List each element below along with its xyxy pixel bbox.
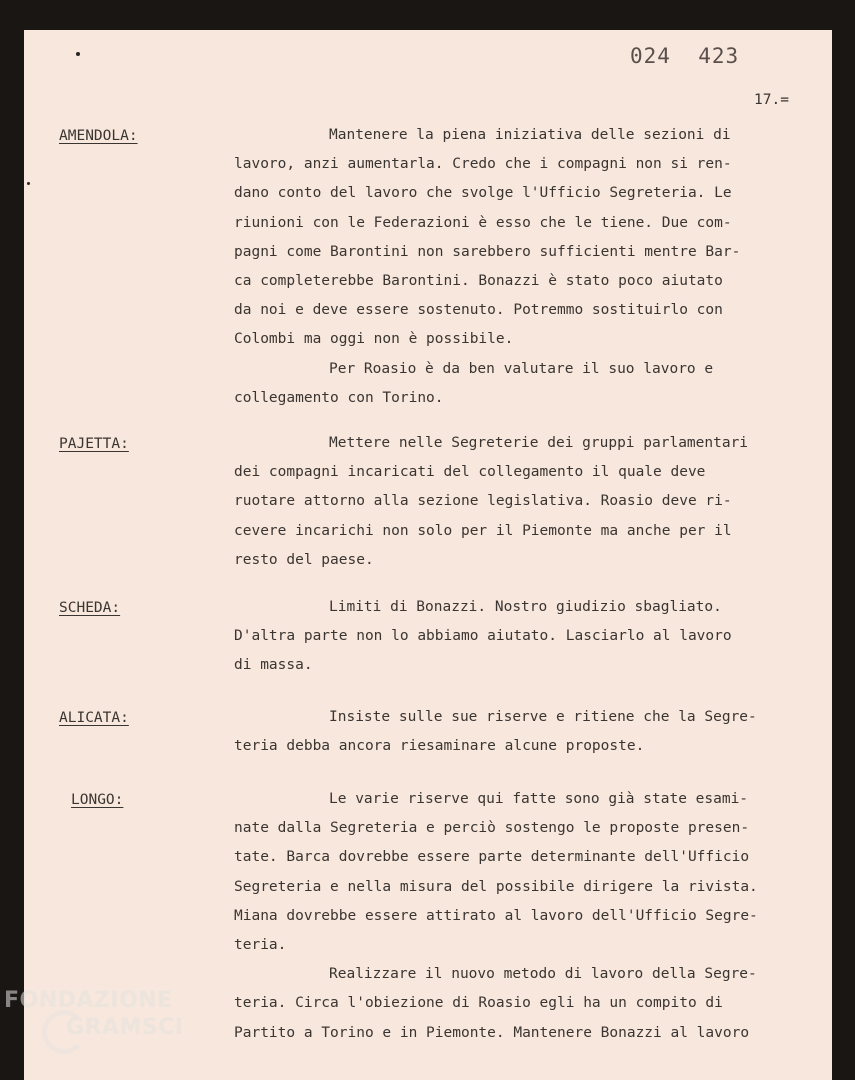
speaker-name: PAJETTA:: [59, 436, 129, 452]
text-line: Limiti di Bonazzi. Nostro giudizio sbagliato.: [329, 599, 722, 615]
text-line: ca completerebbe Barontini. Bonazzi è stato poco aiutato: [234, 272, 723, 289]
text-line: teria.: [234, 936, 287, 953]
text-line: riunioni con le Federazioni è esso che le tiene. Due com-: [234, 214, 732, 231]
text-line: Realizzare il nuovo metodo di lavoro della Segre-: [329, 966, 757, 983]
margin-mark: [76, 52, 80, 56]
text-line: Segreteria e nella misura del possibile dirigere la rivista.: [234, 878, 758, 895]
speaker-name: AMENDOLA:: [59, 128, 138, 144]
text-line: Mantenere la piena iniziativa delle sezioni di: [329, 127, 731, 143]
text-line: ruotare attorno alla sezione legislativa. Roasio deve ri-: [234, 493, 732, 510]
text-line: tate. Barca dovrebbe essere parte determinante dell'Ufficio: [234, 849, 750, 866]
speaker-statement: [234, 703, 814, 761]
speaker-statement: [234, 785, 814, 1048]
speaker-statement: [234, 593, 814, 681]
text-line: Per Roasio è da ben valutare il suo lavoro e: [329, 360, 714, 377]
margin-mark: [27, 182, 30, 185]
document-page: [24, 30, 832, 1080]
text-line: teria. Circa l'obiezione di Roasio egli ha un compito di: [234, 995, 723, 1012]
watermark-line1: FONDAZIONE: [4, 988, 173, 1013]
text-line: D'altra parte non lo abbiamo aiutato. Lasciarlo al lavoro: [234, 628, 732, 645]
text-line: nate dalla Segreteria e perciò sostengo le proposte presen-: [234, 820, 750, 837]
speaker-statement: [234, 429, 814, 575]
text-line: lavoro, anzi aumentarla. Credo che i compagni non si ren-: [234, 156, 732, 173]
speaker-name: SCHEDA:: [59, 600, 121, 616]
text-line: Mettere nelle Segreterie dei gruppi parlamentari: [329, 435, 749, 451]
speaker-statement: [234, 121, 814, 413]
text-line: resto del paese.: [234, 551, 374, 568]
text-line: collegamento con Torino.: [234, 389, 444, 406]
text-line: Partito a Torino e in Piemonte. Mantenere Bonazzi al lavoro: [234, 1024, 750, 1041]
text-line: teria debba ancora riesaminare alcune proposte.: [234, 738, 645, 755]
text-line: Le varie riserve qui fatte sono già state esami-: [329, 791, 749, 807]
text-line: dano conto del lavoro che svolge l'Ufficio Segreteria. Le: [234, 185, 732, 202]
text-line: dei compagni incaricati del collegamento il quale deve: [234, 464, 706, 481]
text-line: Miana dovrebbe essere attirato al lavoro dell'Ufficio Segre-: [234, 907, 758, 924]
speaker-name: LONGO:: [71, 792, 124, 808]
page-number: 17.=: [754, 92, 789, 108]
text-line: da noi e deve essere sostenuto. Potremmo sostituirlo con: [234, 302, 723, 319]
text-line: cevere incarichi non solo per il Piemonte ma anche per il: [234, 522, 732, 539]
archive-number: 024 423: [630, 44, 740, 68]
speaker-name: ALICATA:: [59, 710, 129, 726]
text-line: Insiste sulle sue riserve e ritiene che la Segre-: [329, 709, 757, 725]
watermark-line2: GRAMSCI: [66, 1015, 184, 1040]
text-line: di massa.: [234, 657, 313, 674]
text-line: Colombi ma oggi non è possibile.: [234, 331, 514, 348]
text-line: pagni come Barontini non sarebbero sufficienti mentre Bar-: [234, 243, 741, 260]
